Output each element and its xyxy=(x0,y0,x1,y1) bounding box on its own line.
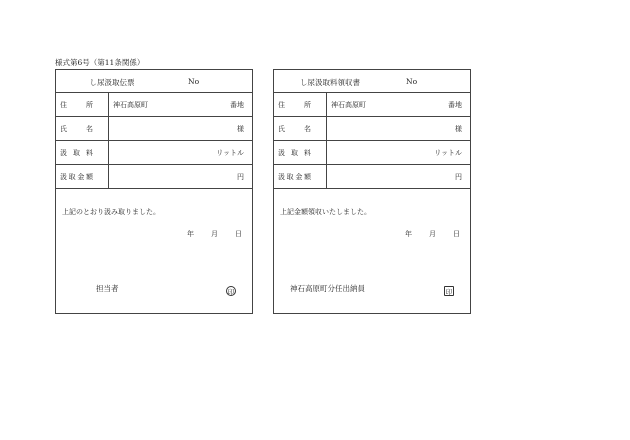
slip-title: し尿汲取伝票 xyxy=(89,78,135,87)
slip-title: し尿汲取料領収書 xyxy=(300,78,360,87)
date-month: 月 xyxy=(429,230,436,238)
address-field[interactable] xyxy=(109,93,252,116)
name-suffix: 様 xyxy=(237,124,244,133)
address-town: 神石高原町 xyxy=(331,100,366,109)
address-label: 住 所 xyxy=(60,100,94,109)
amount-suffix: 円 xyxy=(455,172,462,181)
date-year: 年 xyxy=(405,230,412,238)
amount-row xyxy=(274,165,470,189)
date-year: 年 xyxy=(187,230,194,238)
volume-row xyxy=(274,141,470,165)
volume-field[interactable] xyxy=(109,141,252,164)
address-suffix: 番地 xyxy=(448,100,462,109)
seal-icon: 印 xyxy=(227,287,235,296)
slip-header xyxy=(56,70,252,93)
name-field[interactable] xyxy=(109,117,252,140)
collection-slip xyxy=(55,69,253,314)
name-row xyxy=(274,117,470,141)
slip-body xyxy=(56,189,252,316)
volume-suffix: リットル xyxy=(216,148,244,157)
date-day: 日 xyxy=(235,230,242,238)
address-suffix: 番地 xyxy=(230,100,244,109)
amount-label: 汲取金額 xyxy=(60,172,94,181)
slip-number-label: No xyxy=(406,77,418,86)
amount-field[interactable] xyxy=(109,165,252,188)
amount-suffix: 円 xyxy=(237,172,244,181)
slip-header xyxy=(274,70,470,93)
form-number-label: 様式第6号（第11条関係） xyxy=(55,58,145,67)
name-row xyxy=(56,117,252,141)
address-town: 神石高原町 xyxy=(113,100,148,109)
date-field[interactable] xyxy=(405,229,460,239)
name-suffix: 様 xyxy=(455,124,462,133)
confirmation-note: 上記のとおり汲み取りました。 xyxy=(62,208,160,216)
volume-field[interactable] xyxy=(327,141,470,164)
name-field[interactable] xyxy=(327,117,470,140)
name-label: 氏 名 xyxy=(278,124,312,133)
name-label: 氏 名 xyxy=(60,124,94,133)
signer-label: 担当者 xyxy=(96,284,119,293)
receipt-note: 上記金額領収いたしました。 xyxy=(280,208,371,216)
amount-row xyxy=(56,165,252,189)
amount-field[interactable] xyxy=(327,165,470,188)
receipt-slip xyxy=(273,69,471,314)
seal-icon: 印 xyxy=(445,287,453,296)
slip-body xyxy=(274,189,470,316)
date-month: 月 xyxy=(211,230,218,238)
volume-label: 汲取料 xyxy=(60,148,94,157)
date-day: 日 xyxy=(453,230,460,238)
volume-label: 汲取料 xyxy=(278,148,312,157)
volume-suffix: リットル xyxy=(434,148,462,157)
address-label: 住 所 xyxy=(278,100,312,109)
address-row xyxy=(56,93,252,117)
volume-row xyxy=(56,141,252,165)
amount-label: 汲取金額 xyxy=(278,172,312,181)
address-field[interactable] xyxy=(327,93,470,116)
address-row xyxy=(274,93,470,117)
slip-number-label: No xyxy=(188,77,200,86)
date-field[interactable] xyxy=(187,229,242,239)
signer-label: 神石高原町分任出納員 xyxy=(290,284,365,293)
